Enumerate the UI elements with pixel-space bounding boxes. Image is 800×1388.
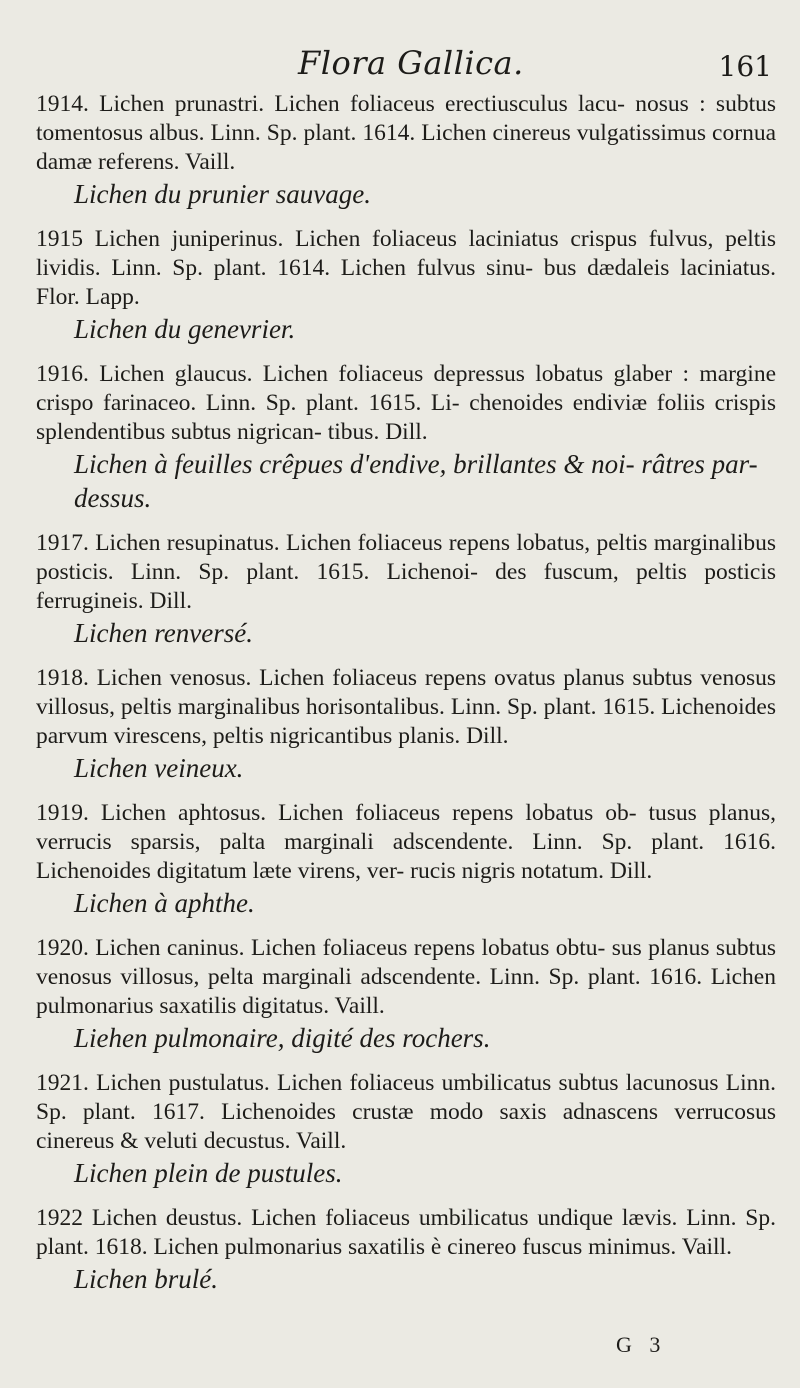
entry-1914 xyxy=(36,90,776,211)
signature-mark: G 3 xyxy=(616,1332,667,1357)
page-number: 161 xyxy=(718,50,772,83)
french-name: Lichen du prunier sauvage. xyxy=(74,179,371,209)
latin-description: 1918. Lichen venosus. Lichen foliaceus repens ovatus planus subtus venosus villosus, peltis marginalibus horisontalibus. Linn. Sp. plant. 1615. Lichenoides parvum virescens, peltis nigricantibus planis. Dill. xyxy=(36,665,776,749)
french-name: Lichen plein de pustules. xyxy=(74,1158,343,1188)
running-title: Flora Gallica. xyxy=(298,44,524,82)
entry-1915 xyxy=(36,225,776,346)
entry-1919 xyxy=(36,799,776,920)
french-name: Lichen à aphthe. xyxy=(74,888,255,918)
entry-1920 xyxy=(36,934,776,1055)
latin-description: 1920. Lichen caninus. Lichen foliaceus repens lobatus obtu- sus planus subtus venosus villosus, pelta marginali adscendente. Linn. Sp. plant. 1616. Lichen pulmonarius saxatilis digitatus. Vaill. xyxy=(36,935,776,1019)
latin-description: 1914. Lichen prunastri. Lichen foliaceus erectiusculus lacu- nosus : subtus tomentosus albus. Linn. Sp. plant. 1614. Lichen cinereus vulgatissimus cornua damæ referens. Vaill. xyxy=(36,91,776,175)
latin-description: 1917. Lichen resupinatus. Lichen foliaceus repens lobatus, peltis marginalibus posticis. Linn. Sp. plant. 1615. Lichenoi- des fuscum, peltis posticis ferrugineis. Dill. xyxy=(36,530,776,614)
page-header xyxy=(36,44,772,94)
latin-description: 1919. Lichen aphtosus. Lichen foliaceus repens lobatus ob- tusus planus, verrucis sparsis, palta marginali adscendente. Linn. Sp. plant. 1616. Lichenoides digitatum læte virens, ver- rucis nigris notatum. Dill. xyxy=(36,800,776,884)
latin-description: 1915 Lichen juniperinus. Lichen foliaceus laciniatus crispus fulvus, peltis lividis. Linn. Sp. plant. 1614. Lichen fulvus sinu- bus dædaleis laciniatus. Flor. Lapp. xyxy=(36,226,776,310)
entry-1921 xyxy=(36,1069,776,1190)
species-entries xyxy=(36,90,776,1296)
latin-description: 1922 Lichen deustus. Lichen foliaceus umbilicatus undique lævis. Linn. Sp. plant. 1618. Lichen pulmonarius saxatilis è cinereo fuscus minimus. Vaill. xyxy=(36,1205,776,1260)
french-name: Lichen renversé. xyxy=(74,618,253,648)
entry-1916 xyxy=(36,360,776,515)
latin-description: 1921. Lichen pustulatus. Lichen foliaceus umbilicatus subtus lacunosus Linn. Sp. plant. 1617. Lichenoides crustæ modo saxis adnascens verrucosus cinereus & veluti decustus. Vaill. xyxy=(36,1070,776,1154)
french-name: Lichen à feuilles crêpues d'endive, brillantes & noi- râtres par-dessus. xyxy=(74,449,758,513)
french-name: Liehen pulmonaire, digité des rochers. xyxy=(74,1023,491,1053)
french-name: Lichen du genevrier. xyxy=(74,314,296,344)
latin-description: 1916. Lichen glaucus. Lichen foliaceus depressus lobatus glaber : margine crispo farinaceo. Linn. Sp. plant. 1615. Li- chenoides endiviæ foliis crispis splendentibus subtus nigrican- tibus. Dill. xyxy=(36,361,776,445)
entry-1922 xyxy=(36,1204,776,1296)
french-name: Lichen veineux. xyxy=(74,753,244,783)
entry-1918 xyxy=(36,664,776,785)
french-name: Lichen brulé. xyxy=(74,1264,218,1294)
entry-1917 xyxy=(36,529,776,650)
